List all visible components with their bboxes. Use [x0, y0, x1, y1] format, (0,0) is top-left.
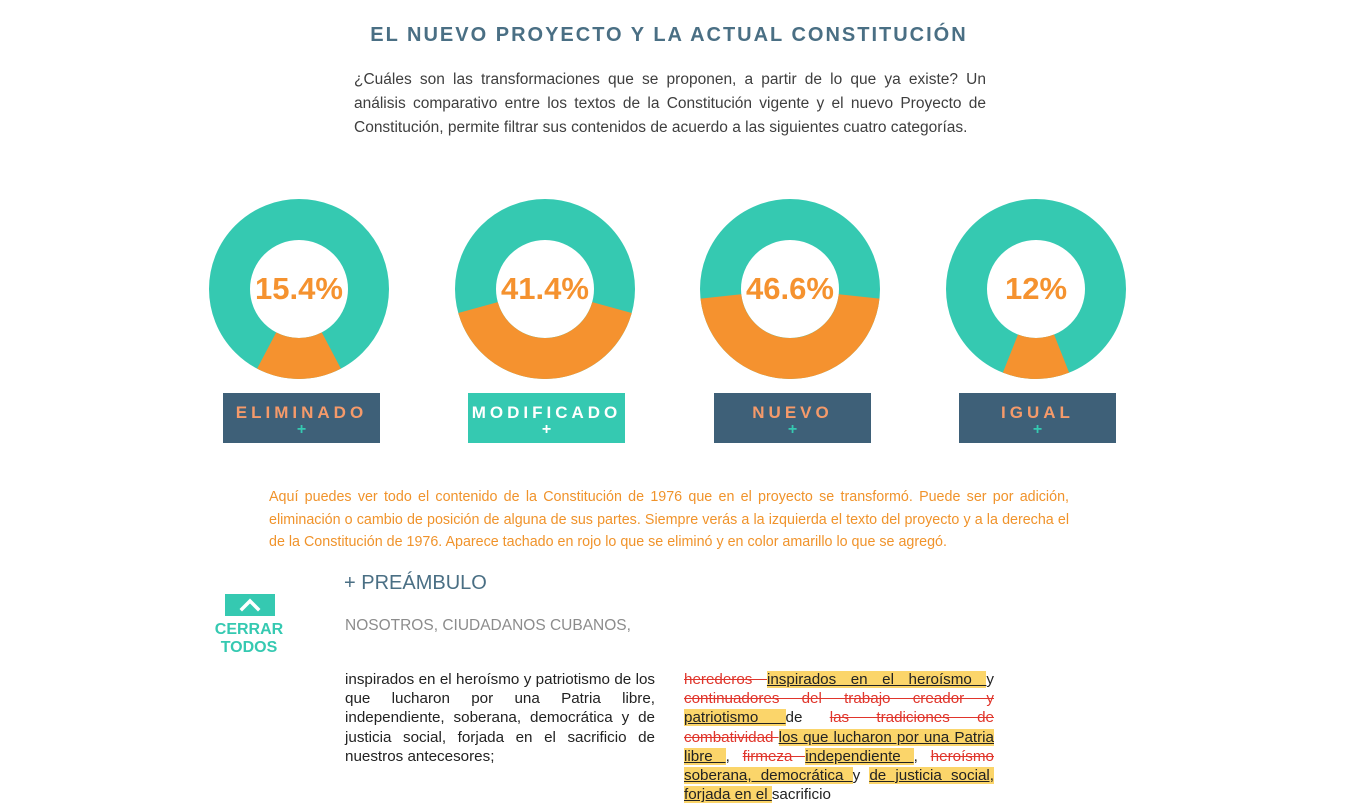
donut-modificado: [454, 198, 636, 380]
eliminado-button[interactable]: [223, 393, 380, 443]
deleted-text: herederos: [684, 671, 767, 688]
added-text: patriotismo: [684, 709, 786, 727]
igual-button[interactable]: [959, 393, 1116, 443]
constitution-1976-text: [684, 670, 994, 804]
plus-icon: +: [296, 421, 307, 438]
eliminado-label: ELIMINADO: [235, 403, 368, 422]
intro-paragraph: ¿Cuáles son las transformaciones que se proponen, a partir de lo que ya existe? Un análisis comparativo entre los textos de la Constitución vigente y el nuevo Proyecto de Constitución, permite filtrar sus contenidos de acuerdo a las siguientes cuatro categorías.: [354, 71, 986, 136]
nuevo-label: NUEVO: [752, 403, 833, 422]
igual-label: IGUAL: [1001, 403, 1074, 422]
added-text: independiente: [805, 747, 914, 765]
unchanged-text: ,: [913, 747, 931, 765]
deleted-text: las tradiciones de combatividad: [684, 709, 994, 746]
modificado-button[interactable]: [468, 393, 625, 443]
added-text: soberana, democrática: [684, 767, 853, 785]
unchanged-text: ,: [725, 747, 743, 765]
donut-percent-eliminado: 15.4%: [255, 271, 343, 306]
page-title: EL NUEVO PROYECTO Y LA ACTUAL CONSTITUCIÓN: [370, 24, 968, 46]
collapse-all-button[interactable]: [225, 594, 275, 616]
donut-igual: [945, 198, 1127, 380]
collapse-all-label[interactable]: CERRAR TODOS: [214, 621, 284, 656]
unchanged-text: sacrificio: [771, 786, 831, 804]
added-text: inspirados en el heroísmo: [766, 671, 987, 688]
added-text: los que lucharon por una Patria libre: [684, 728, 994, 765]
donut-percent-igual: 12%: [1004, 271, 1068, 306]
deleted-text: firmeza: [742, 747, 806, 765]
plus-icon: +: [787, 421, 798, 438]
section-toggle-preambulo[interactable]: + PREÁMBULO: [344, 572, 487, 594]
plus-icon: +: [1032, 421, 1043, 438]
deleted-text: continuadores del trabajo creador y: [684, 690, 994, 708]
donut-nuevo: [699, 198, 881, 380]
donut-eliminado: [208, 198, 390, 380]
modificado-label: MODIFICADO: [471, 403, 622, 422]
nuevo-button[interactable]: [714, 393, 871, 443]
deleted-text: heroísmo: [930, 747, 994, 765]
donut-percent-nuevo: 46.6%: [746, 271, 834, 306]
explanation-note: Aquí puedes ver todo el contenido de la Constitución de 1976 que en el proyecto se transformó. Puede ser por adición, eliminación o cambio de posición de alguna de sus partes. Siempre verás a la izquierda el texto del proyecto y a la derecha el de la Constitución de 1976. Aparece tachado en rojo lo que se eliminó y en color amarillo lo que se agregó.: [269, 489, 1069, 550]
chevron-up-icon: [239, 598, 261, 612]
project-text: inspirados en el heroísmo y patriotismo de los que lucharon por una Patria libre, independiente, soberana, democrática y de justicia social, forjada en el sacrificio de nuestros antecesores;: [345, 671, 655, 765]
unchanged-text: de: [785, 709, 830, 727]
plus-icon: +: [541, 421, 552, 438]
section-subtitle: NOSOTROS, CIUDADANOS CUBANOS,: [345, 617, 631, 634]
unchanged-text: y: [986, 671, 994, 688]
unchanged-text: y: [852, 767, 870, 785]
added-text: de justicia social, forjada en el: [684, 767, 994, 804]
donut-percent-modificado: 41.4%: [501, 271, 589, 306]
